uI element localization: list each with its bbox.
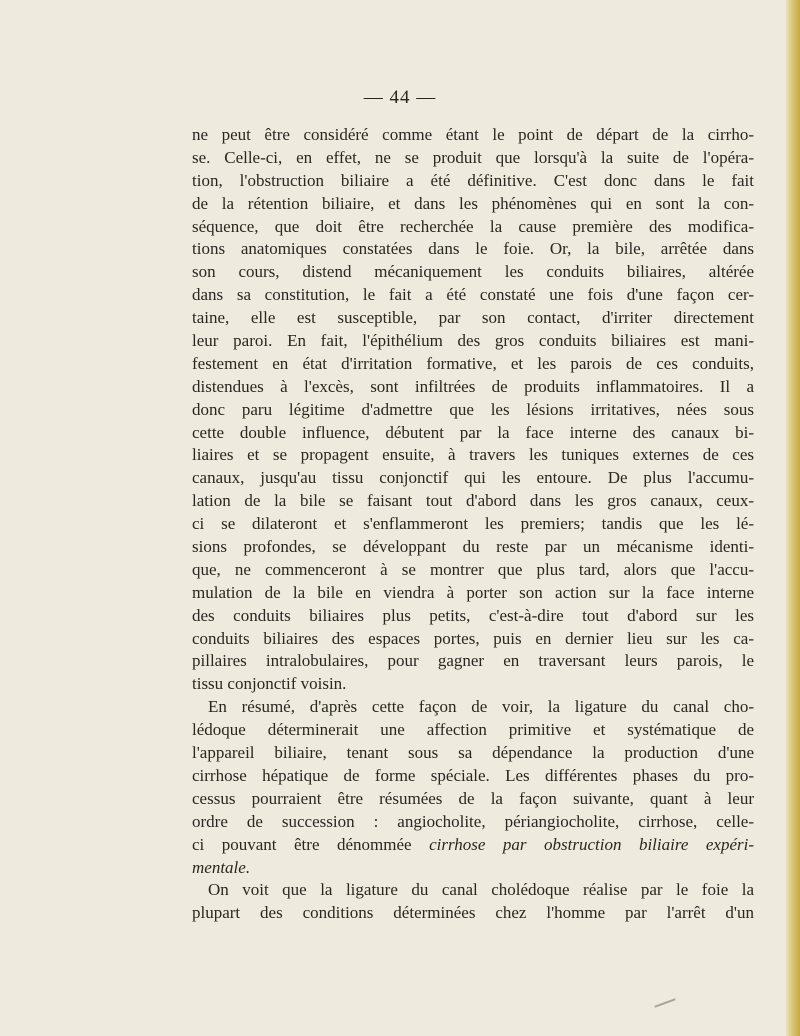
text-line: ordre de succession : angiocholite, périangiocholite, cirrhose, celle-: [192, 811, 754, 831]
text-line: ci pouvant être dénommée: [192, 834, 412, 854]
text-line: l'appareil biliaire, tenant sous sa dépendance la production d'une: [192, 743, 754, 763]
text-line: canaux, jusqu'au tissu conjonctif qui les entoure. De plus l'accumu-: [192, 468, 754, 488]
text-line: conduits biliaires des espaces portes, puis en dernier lieu sur les ca-: [192, 628, 754, 648]
text-line: plupart des conditions déterminées chez l'homme par l'arrêt d'un: [192, 903, 754, 923]
text-line: cessus pourraient être résumées de la façon suivante, quant à leur: [192, 788, 754, 808]
text-line: ci se dilateront et s'enflammeront les premiers; tandis que les lé-: [192, 514, 754, 534]
page-number: — 44 —: [363, 87, 437, 108]
text-line: cirrhose hépatique de forme spéciale. Les différentes phases du pro-: [192, 765, 754, 785]
text-line: pillaires intralobulaires, pour gagner en traversant leurs parois, le: [192, 651, 754, 671]
text-line: lation de la bile se faisant tout d'abord dans les gros canaux, ceux-: [192, 491, 754, 511]
text-line: ne peut être considéré comme étant le point de départ de la cirrho-: [192, 125, 754, 144]
text-line: donc paru légitime d'admettre que les lésions irritatives, nées sous: [192, 399, 754, 419]
italic-title-end: mentale.: [192, 857, 251, 877]
text-line: de la rétention biliaire, et dans les phénomènes qui en sont la con-: [192, 193, 754, 213]
text-line: tions anatomiques constatées dans le foie. Or, la bile, arrêtée dans: [192, 239, 754, 259]
text-line: taine, elle est susceptible, par son contact, d'irriter directement: [192, 308, 754, 328]
italic-title: cirrhose par obstruction biliaire expéri-: [429, 834, 754, 854]
text-line: des conduits biliaires plus petits, c'est-à-dire tout d'abord sur les: [192, 605, 754, 625]
text-line: leur paroi. En fait, l'épithélium des gros conduits biliaires est mani-: [192, 331, 754, 351]
body-text: [192, 124, 754, 925]
page-edge: [786, 0, 800, 1036]
text-line: tissu conjonctif voisin.: [192, 674, 347, 694]
text-line: dans sa constitution, le fait a été constaté une fois d'une façon cer-: [192, 285, 754, 305]
text-line: On voit que la ligature du canal cholédoque réalise par le foie la: [208, 880, 754, 900]
text-line: se. Celle-ci, en effet, ne se produit que lorsqu'à la suite de l'opéra-: [192, 147, 754, 167]
text-line: distendues à l'excès, sont infiltrées de produits inflammatoires. Il a: [192, 376, 754, 396]
text-line: cette double influence, débutent par la face interne des canaux bi-: [192, 422, 754, 442]
text-line: que, ne commenceront à se montrer que plus tard, alors que l'accu-: [192, 559, 754, 579]
text-line: tion, l'obstruction biliaire a été définitive. C'est donc dans le fait: [192, 170, 754, 190]
text-line-mixed: [192, 834, 754, 857]
text-line: sions profondes, se développant du reste par un mécanisme identi-: [192, 537, 754, 557]
text-line: festement en état d'irritation formative, et les parois de ces conduits,: [192, 353, 754, 373]
text-line: En résumé, d'après cette façon de voir, la ligature du canal cho-: [208, 697, 754, 717]
text-line: lédoque déterminerait une affection primitive et systématique de: [192, 720, 754, 740]
text-line: mulation de la bile en viendra à porter son action sur la face interne: [192, 582, 754, 602]
text-line: son cours, distend mécaniquement les conduits biliaires, altérée: [192, 262, 754, 282]
pencil-mark: [654, 998, 675, 1007]
text-line: séquence, que doit être recherchée la cause première des modifica-: [192, 216, 754, 236]
text-line: liaires et se propagent ensuite, à travers les tuniques externes de ces: [192, 445, 754, 465]
